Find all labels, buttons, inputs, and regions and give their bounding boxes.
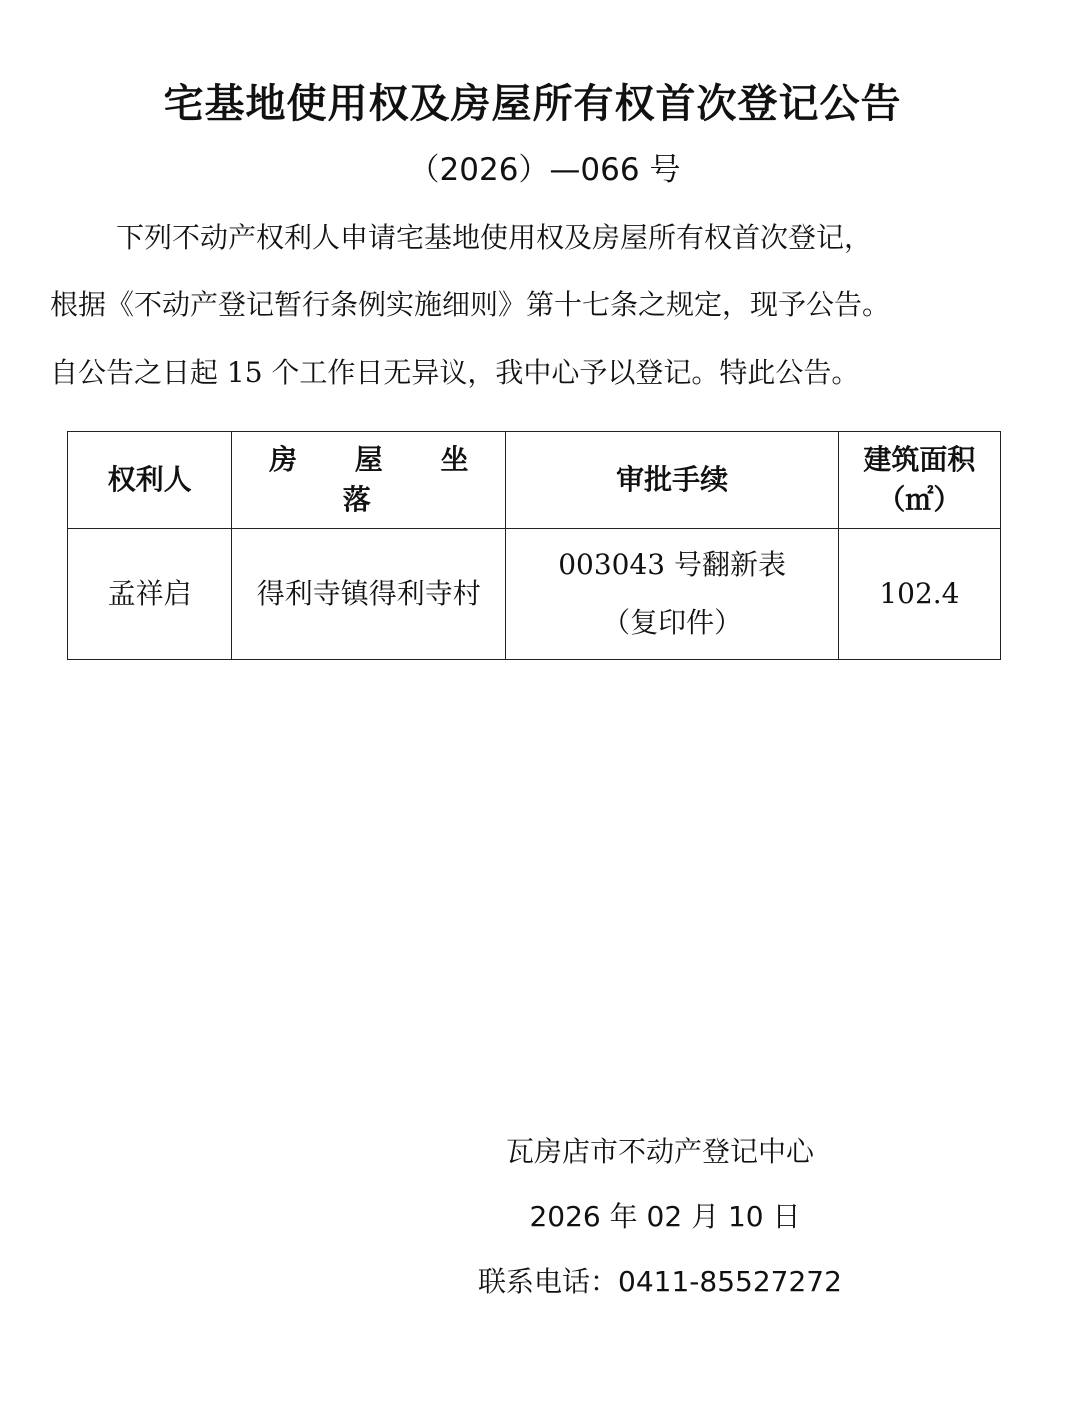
issuer-name: 瓦房店市不动产登记中心 [505, 1135, 814, 1168]
header-area-label: 建筑面积 [863, 443, 976, 476]
header-approval: 审批手续 [506, 432, 838, 529]
table-row [68, 529, 1001, 660]
registration-table [67, 431, 1001, 660]
notice-paragraph-line-3: 自公告之日起 15 个工作日无异议，我中心予以登记。特此公告。 [50, 356, 860, 389]
cell-holder: 孟祥启 [68, 529, 232, 660]
document-number: （2026）—066 号 [408, 152, 681, 188]
cell-area: 102.4 [838, 529, 1000, 660]
header-location-label: 房 屋 坐 落 [269, 443, 493, 516]
header-location [232, 432, 506, 529]
cell-approval-line-1: 003043 号翻新表 [558, 548, 787, 581]
cell-approval-line-2: （复印件） [602, 606, 743, 639]
header-area-unit: （㎡） [877, 483, 962, 516]
cell-approval [506, 529, 838, 660]
notice-paragraph-line-2: 根据《不动产登记暂行条例实施细则》第十七条之规定，现予公告。 [50, 288, 891, 321]
contact-phone: 联系电话：0411-85527272 [478, 1265, 842, 1298]
notice-title: 宅基地使用权及房屋所有权首次登记公告 [163, 81, 902, 127]
table-header-row [68, 432, 1001, 529]
header-area [838, 432, 1000, 529]
issue-date: 2026 年 02 月 10 日 [529, 1200, 801, 1233]
cell-location: 得利寺镇得利寺村 [232, 529, 506, 660]
header-holder: 权利人 [68, 432, 232, 529]
notice-paragraph-line-1: 下列不动产权利人申请宅基地使用权及房屋所有权首次登记， [116, 221, 873, 254]
